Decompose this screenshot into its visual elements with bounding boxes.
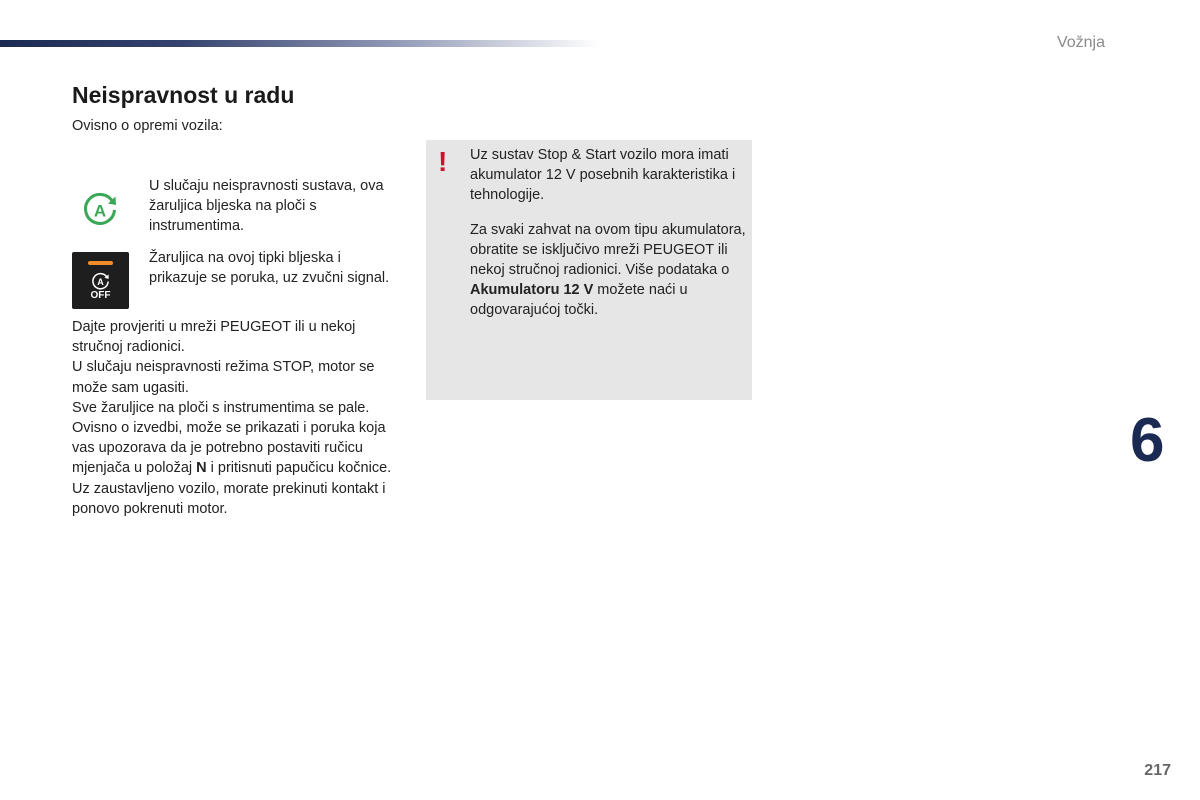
off-button-label: OFF bbox=[90, 290, 111, 301]
warning-icon: ! bbox=[438, 146, 448, 177]
button-led-indicator bbox=[88, 261, 113, 265]
note-paragraph: Za svaki zahvat na ovom tipu akumulatora, obratite se isključivo mreži PEUGEOT ili nekoj stručnoj radionici. Više podataka o Akumulatoru 12 V možete naći u odgovarajućoj točki. bbox=[470, 221, 746, 319]
section-label: Vožnja bbox=[1056, 34, 1105, 51]
stop-start-off-button bbox=[72, 252, 129, 309]
page-title: Neispravnost u radu bbox=[72, 82, 295, 108]
auto-stop-start-icon bbox=[82, 192, 118, 228]
gear-position-label: N bbox=[196, 460, 207, 477]
svg-text:A: A bbox=[93, 201, 107, 221]
off-button-description: Žaruljica na ovoj tipki bljeska i prikazuje se poruka, uz zvučni signal. bbox=[149, 250, 390, 286]
intro-text: Ovisno o opremi vozila: bbox=[72, 118, 223, 134]
note-text bbox=[470, 145, 750, 335]
warning-note-box bbox=[426, 140, 752, 400]
body-paragraph: Dajte provjeriti u mreži PEUGEOT ili u nekoj stručnoj radionici. bbox=[72, 319, 356, 356]
auto-stop-start-icon bbox=[91, 272, 110, 291]
page-number: 217 bbox=[1144, 762, 1171, 779]
indicator-description: U slučaju neispravnosti sustava, ova žaruljica bljeska na ploči s instrumentima. bbox=[149, 178, 384, 234]
body-text bbox=[72, 317, 407, 519]
body-paragraph: U slučaju neispravnosti režima STOP, motor se može sam ugasiti. bbox=[72, 359, 375, 396]
header-gradient-bar bbox=[0, 40, 600, 47]
body-paragraph: Sve žaruljice na ploči s instrumentima se pale. bbox=[72, 399, 370, 416]
body-paragraph: Uz zaustavljeno vozilo, morate prekinuti kontakt i ponovo pokrenuti motor. bbox=[72, 480, 386, 517]
svg-text:A: A bbox=[97, 277, 104, 288]
battery-reference: Akumulatoru 12 V bbox=[470, 282, 594, 299]
body-paragraph: Ovisno o izvedbi, može se prikazati i poruka koja vas upozorava da je potrebno postaviti ručicu mjenjača u položaj N i pritisnuti papučicu kočnice. bbox=[72, 420, 392, 477]
chapter-number: 6 bbox=[1130, 406, 1165, 475]
note-paragraph: Uz sustav Stop & Start vozilo mora imati akumulator 12 V posebnih karakteristika i tehnologije. bbox=[470, 147, 736, 204]
